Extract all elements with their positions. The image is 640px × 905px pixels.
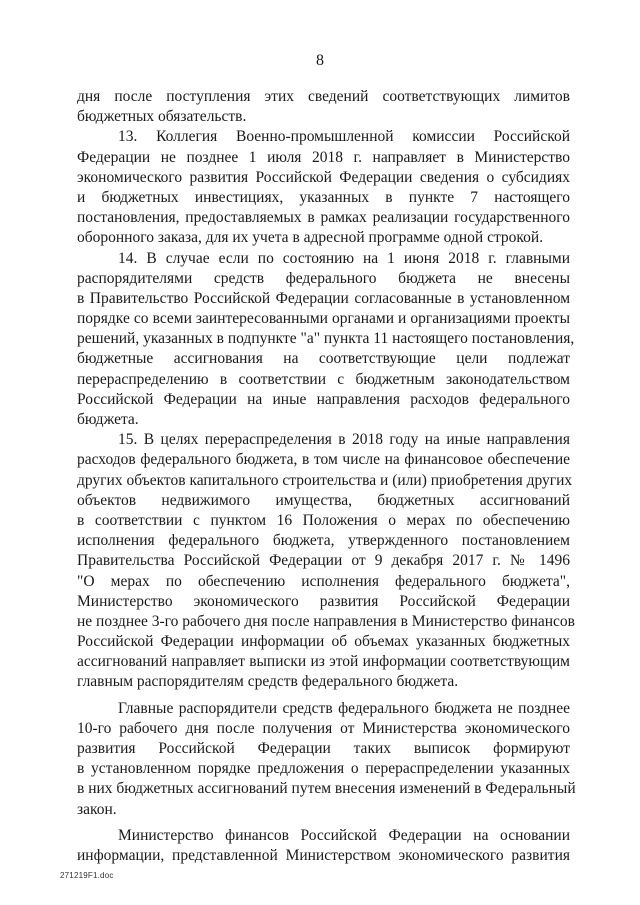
text-line: постановления, предоставляемых в рамках реализации государственного — [77, 209, 570, 227]
text-line: Российской Федерации информации об объемах указанных бюджетных — [77, 633, 570, 651]
paragraph-15 — [77, 430, 575, 692]
text-line: 10-го рабочего дня после получения от Министерства экономического — [77, 719, 570, 737]
text-line: не позднее 3-го рабочего дня после направления в Министерство финансов — [77, 612, 575, 630]
document-file-id: 271219F1.doc — [60, 871, 114, 880]
text-line: расходов федерального бюджета, в том числе на финансовое обеспечение — [77, 451, 570, 469]
paragraph-14 — [77, 249, 575, 431]
text-line: дня после поступления этих сведений соответствующих лимитов — [77, 88, 570, 105]
text-line: в установленном порядке предложения о перераспределении указанных — [77, 760, 570, 778]
text-line: бюджетные ассигнования на соответствующие цели подлежат — [77, 350, 570, 368]
text-line: закон. — [77, 800, 117, 818]
text-line: распорядителями средств федерального бюджета не внесены — [77, 269, 570, 287]
text-line: Министерство финансов Российской Федерации на основании — [118, 826, 570, 844]
text-line: Федерации не позднее 1 июля 2018 г. направляет в Министерство — [77, 148, 570, 166]
text-line: оборонного заказа, для их учета в адресной программе одной строкой. — [77, 229, 544, 247]
text-line: экономического развития Российской Федерации сведения о субсидиях — [77, 168, 570, 186]
text-line: в Правительство Российской Федерации согласованные в установленном — [77, 289, 570, 307]
text-line: в соответствии с пунктом 16 Положения о мерах по обеспечению — [77, 511, 570, 529]
paragraph-continuation — [77, 87, 570, 127]
text-line: "О мерах по обеспечению исполнения федерального бюджета", — [77, 572, 570, 590]
text-line: главным распорядителям средств федерального бюджета. — [77, 673, 459, 691]
text-line: 13. Коллегия Военно-промышленной комиссии Российской — [118, 128, 570, 146]
text-line: Главные распорядители средств федерального бюджета не позднее — [118, 699, 570, 717]
text-line: исполнения федерального бюджета, утвержденного постановлением — [77, 532, 570, 550]
text-line: перераспределению в соответствии с бюджетным законодательством — [77, 370, 570, 388]
paragraph-13 — [77, 127, 570, 248]
text-line: в них бюджетных ассигнований путем внесения изменений в Федеральный — [77, 780, 576, 798]
text-line: развития Российской Федерации таких выписок формируют — [77, 740, 570, 757]
text-line: 15. В целях перераспределения в 2018 году на иные направления — [118, 431, 570, 449]
document-body — [77, 87, 576, 866]
paragraph-ministry-finance — [77, 826, 570, 866]
text-line: информации, представленной Министерством экономического развития — [77, 846, 570, 864]
text-line: и бюджетных инвестициях, указанных в пункте 7 настоящего — [77, 188, 570, 206]
text-line: ассигнований направляет выписки из этой информации соответствующим — [77, 653, 570, 671]
text-line: Российской Федерации на иные направления расходов федерального — [77, 390, 570, 408]
text-line: Правительства Российской Федерации от 9 декабря 2017 г. № 1496 — [77, 552, 570, 570]
paragraph-budget-managers — [77, 699, 576, 820]
text-line: бюджетных обязательств. — [77, 108, 247, 126]
text-line: Министерство экономического развития Российской Федерации — [77, 592, 570, 610]
text-line: 14. В случае если по состоянию на 1 июня 2018 г. главными — [118, 249, 570, 267]
text-line: объектов недвижимого имущества, бюджетных ассигнований — [77, 491, 570, 509]
text-line: порядке со всеми заинтересованными органами и организациями проекты — [77, 310, 570, 328]
text-line: бюджета. — [77, 411, 139, 428]
text-line: других объектов капитального строительства и (или) приобретения других — [77, 471, 573, 489]
page-number: 8 — [316, 52, 324, 69]
text-line: решений, указанных в подпункте "а" пункта 11 настоящего постановления, — [77, 330, 575, 348]
